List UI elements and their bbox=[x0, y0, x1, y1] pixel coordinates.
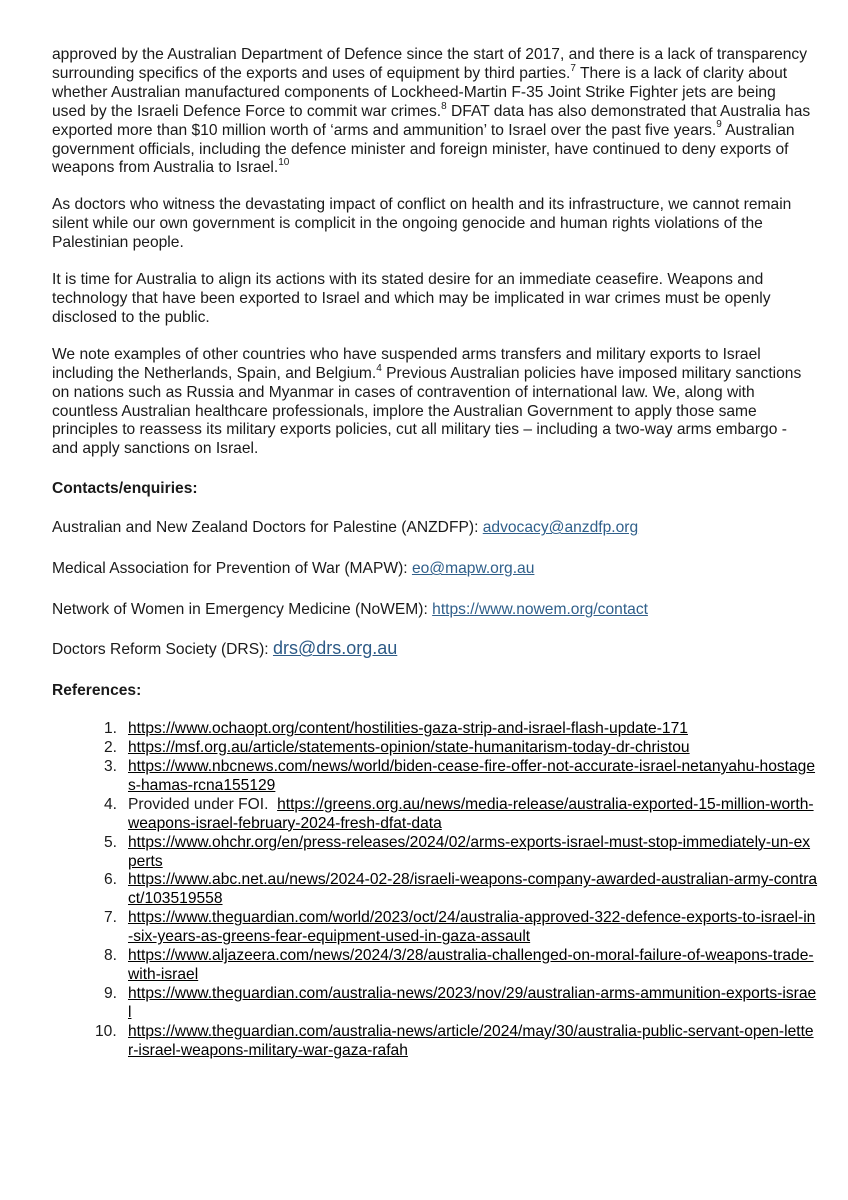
contact-email-link[interactable]: advocacy@anzdfp.org bbox=[482, 519, 639, 537]
footnote-ref: 10 bbox=[278, 157, 290, 169]
reference-link[interactable]: https://www.ochaopt.org/content/hostilities-gaza-strip-and-israel-flash-update-171 bbox=[128, 720, 688, 738]
contact-label: Doctors Reform Society (DRS): bbox=[52, 641, 273, 659]
reference-link[interactable]: https://www.ohchr.org/en/press-releases/2024/02/arms-exports-israel-must-stop-immediately-un-experts bbox=[128, 833, 811, 870]
reference-note: Provided under FOI. bbox=[128, 795, 278, 813]
contact-drs bbox=[52, 639, 808, 659]
reference-item bbox=[52, 947, 818, 985]
reference-item bbox=[52, 834, 818, 872]
reference-number: 1. bbox=[104, 720, 118, 738]
text-run: Australian government officials, including the defence minister and foreign minister, have continued to deny exports of weapons from Australia to Israel. bbox=[52, 121, 795, 177]
text-run: There is a lack of clarity about whether Australian manufactured components of Lockheed-Martin F-35 Joint Strike Fighter jets are being used by the Israeli Defence Force to commit war crimes. bbox=[52, 64, 788, 120]
reference-link[interactable]: https://www.theguardian.com/australia-news/2023/nov/29/australian-arms-ammunition-exports-israel bbox=[128, 984, 817, 1021]
reference-number: 5. bbox=[104, 833, 118, 851]
reference-item bbox=[52, 871, 818, 909]
reference-item bbox=[52, 720, 818, 739]
reference-number: 6. bbox=[104, 871, 118, 889]
reference-item bbox=[52, 758, 818, 796]
paragraph-doctors: As doctors who witness the devastating impact of conflict on health and its infrastructure, we cannot remain silent while our own government is complicit in the ongoing genocide and human rights violations of the Palestinian people. bbox=[52, 196, 792, 252]
reference-number: 8. bbox=[104, 947, 118, 965]
reference-link[interactable]: https://www.theguardian.com/world/2023/oct/24/australia-approved-322-defence-exports-to-israel-in-six-years-as-greens-fear-equipment-used-in-gaza-assault bbox=[128, 909, 816, 946]
contact-email-link[interactable]: drs@drs.org.au bbox=[272, 638, 398, 659]
text-run: approved by the Australian Department of Defence since the start of 2017, and there is a lack of transparency surrounding specifics of the exports and uses of equipment by third parties. bbox=[52, 46, 808, 82]
paragraph-defence-exports bbox=[52, 46, 812, 178]
references-list bbox=[52, 720, 818, 1060]
text-run: DFAT data has also demonstrated that Australia has exported more than $10 million worth of ‘arms and ammunition’ to Israel over the past five years. bbox=[52, 102, 811, 139]
reference-number: 9. bbox=[104, 984, 118, 1002]
reference-item bbox=[52, 739, 818, 758]
contact-email-link[interactable]: eo@mapw.org.au bbox=[411, 560, 535, 578]
contact-label: Australian and New Zealand Doctors for Palestine (ANZDFP): bbox=[52, 519, 483, 537]
contact-url-link[interactable]: https://www.nowem.org/contact bbox=[432, 601, 648, 619]
paragraph-other-countries bbox=[52, 346, 812, 459]
reference-link[interactable]: https://www.theguardian.com/australia-news/article/2024/may/30/australia-public-servant-open-letter-israel-weapons-military-war-gaza-rafah bbox=[128, 1022, 814, 1059]
contact-mapw bbox=[52, 559, 808, 578]
text-run: Previous Australian policies have imposed military sanctions on nations such as Russia and Myanmar in cases of contravention of international law. We, along with countless Australian healthcare professionals, implore the Australian Government to apply those same principles to reassess its military exports policies, cut all military ties – including a two-way arms embargo - and apply sanctions on Israel. bbox=[52, 364, 802, 458]
reference-number: 4. bbox=[104, 795, 118, 813]
reference-number: 10. bbox=[95, 1022, 117, 1040]
paragraph-ceasefire: It is time for Australia to align its actions with its stated desire for an immediate ceasefire. Weapons and technology that have been exported to Israel and which may be implicated in war crimes must be openly disclosed to the public. bbox=[52, 271, 771, 326]
reference-link[interactable]: https://www.nbcnews.com/news/world/biden-cease-fire-offer-not-accurate-israel-netanyahu-hostages-hamas-rcna155129 bbox=[128, 758, 816, 794]
footnote-ref: 9 bbox=[716, 119, 722, 131]
reference-item bbox=[52, 909, 818, 947]
contact-label: Medical Association for Prevention of War (MAPW): bbox=[52, 560, 412, 578]
contact-label: Network of Women in Emergency Medicine (NoWEM): bbox=[52, 601, 433, 619]
footnote-ref: 7 bbox=[570, 62, 576, 74]
reference-item bbox=[52, 796, 818, 834]
reference-link[interactable]: https://msf.org.au/article/statements-opinion/state-humanitarism-today-dr-christou bbox=[128, 739, 690, 757]
reference-link[interactable]: https://www.aljazeera.com/news/2024/3/28/australia-challenged-on-moral-failure-of-weapons-trade-with-israel bbox=[128, 947, 814, 983]
footnote-ref: 4 bbox=[376, 362, 382, 374]
reference-item bbox=[52, 1023, 818, 1061]
reference-link[interactable]: https://www.abc.net.au/news/2024-02-28/israeli-weapons-company-awarded-australian-army-contract/103519558 bbox=[128, 871, 818, 908]
reference-number: 7. bbox=[104, 909, 118, 927]
contact-anzdfp bbox=[52, 518, 808, 537]
reference-number: 2. bbox=[104, 739, 118, 757]
reference-link[interactable]: https://greens.org.au/news/media-release/australia-exported-15-million-worth-weapons-israel-february-2024-fresh-dfat-data bbox=[128, 795, 814, 832]
text-run: We note examples of other countries who have suspended arms transfers and military exports to Israel including the Netherlands, Spain, and Belgium. bbox=[52, 345, 761, 382]
references-heading: References: bbox=[52, 682, 142, 700]
reference-item bbox=[52, 985, 818, 1023]
reference-number: 3. bbox=[104, 758, 118, 776]
contact-nowem bbox=[52, 600, 808, 619]
contacts-heading: Contacts/enquiries: bbox=[52, 480, 198, 498]
footnote-ref: 8 bbox=[441, 100, 447, 112]
